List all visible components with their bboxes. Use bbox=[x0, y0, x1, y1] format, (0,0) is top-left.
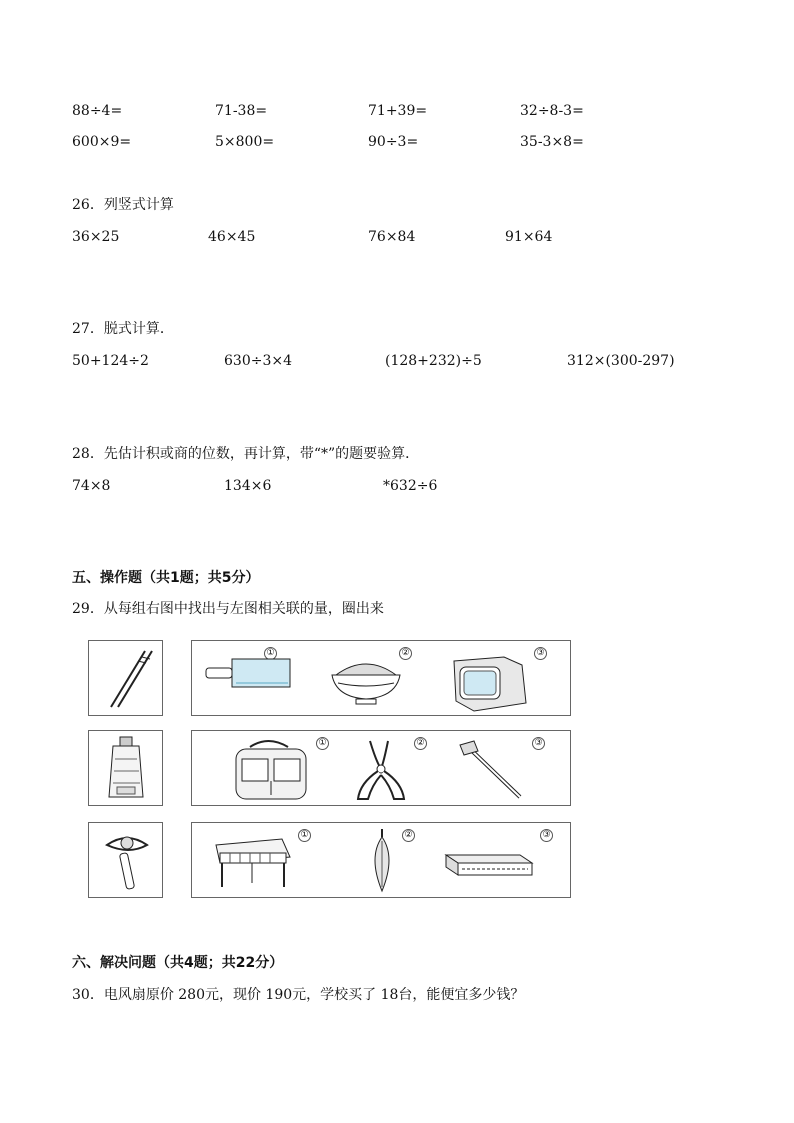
calc-item: 5×800= bbox=[215, 134, 275, 150]
question-27-title: 27．脱式计算． bbox=[72, 321, 174, 337]
q29-row3-left-box bbox=[88, 822, 163, 898]
q28-item: *632÷6 bbox=[383, 478, 438, 494]
harmonica-icon[interactable] bbox=[440, 847, 540, 887]
option-marker: ② bbox=[399, 647, 412, 660]
q29-row1-left-box bbox=[88, 640, 163, 716]
chopsticks-icon bbox=[89, 641, 162, 715]
question-28-title: 28．先估计积或商的位数，再计算，带“*”的题要验算． bbox=[72, 446, 420, 462]
toothbrush-icon[interactable] bbox=[454, 737, 544, 807]
q29-row3-options-box bbox=[191, 822, 571, 898]
question-30-title: 30．电风扇原价 280元，现价 190元，学校买了 18台，能便宜多少钱？ bbox=[72, 987, 525, 1003]
calc-item: 71-38= bbox=[215, 103, 268, 119]
calc-item: 71+39= bbox=[368, 103, 428, 119]
q27-item: 50+124÷2 bbox=[72, 353, 149, 369]
calc-item: 35-3×8= bbox=[520, 134, 584, 150]
option-marker: ② bbox=[402, 829, 415, 842]
question-29-title: 29．从每组右图中找出与左图相关联的量，圈出来 bbox=[72, 601, 384, 617]
option-marker: ① bbox=[264, 647, 277, 660]
cleaver-icon[interactable] bbox=[206, 651, 296, 711]
backpack-icon[interactable] bbox=[228, 737, 318, 803]
rice-bowl-icon[interactable] bbox=[326, 653, 406, 713]
calc-item: 600×9= bbox=[72, 134, 132, 150]
q26-item: 36×25 bbox=[72, 229, 120, 245]
pliers-icon[interactable] bbox=[348, 735, 418, 805]
option-marker: ③ bbox=[534, 647, 547, 660]
tv-icon[interactable] bbox=[444, 651, 544, 717]
spinning-top-icon[interactable] bbox=[362, 827, 402, 895]
section-5-heading: 五、操作题（共1题；共5分） bbox=[72, 570, 260, 586]
piano-icon[interactable] bbox=[206, 829, 306, 893]
option-marker: ③ bbox=[532, 737, 545, 750]
question-26-title: 26．列竖式计算 bbox=[72, 197, 174, 213]
calc-item: 88÷4= bbox=[72, 103, 123, 119]
q27-item: (128+232)÷5 bbox=[385, 353, 482, 369]
calc-item: 32÷8-3= bbox=[520, 103, 584, 119]
q28-item: 74×8 bbox=[72, 478, 111, 494]
q27-item: 312×(300-297) bbox=[567, 353, 675, 369]
section-6-heading: 六、解决问题（共4题；共22分） bbox=[72, 955, 284, 971]
q26-item: 76×84 bbox=[368, 229, 416, 245]
q29-row2-left-box bbox=[88, 730, 163, 806]
option-marker: ① bbox=[298, 829, 311, 842]
option-marker: ③ bbox=[540, 829, 553, 842]
option-marker: ② bbox=[414, 737, 427, 750]
q29-row2-options-box bbox=[191, 730, 571, 806]
q29-row1-options-box bbox=[191, 640, 571, 716]
mallet-icon bbox=[89, 823, 162, 897]
toothpaste-icon bbox=[89, 731, 162, 805]
q26-item: 91×64 bbox=[505, 229, 553, 245]
q27-item: 630÷3×4 bbox=[224, 353, 292, 369]
q28-item: 134×6 bbox=[224, 478, 272, 494]
calc-item: 90÷3= bbox=[368, 134, 419, 150]
option-marker: ① bbox=[316, 737, 329, 750]
q26-item: 46×45 bbox=[208, 229, 256, 245]
